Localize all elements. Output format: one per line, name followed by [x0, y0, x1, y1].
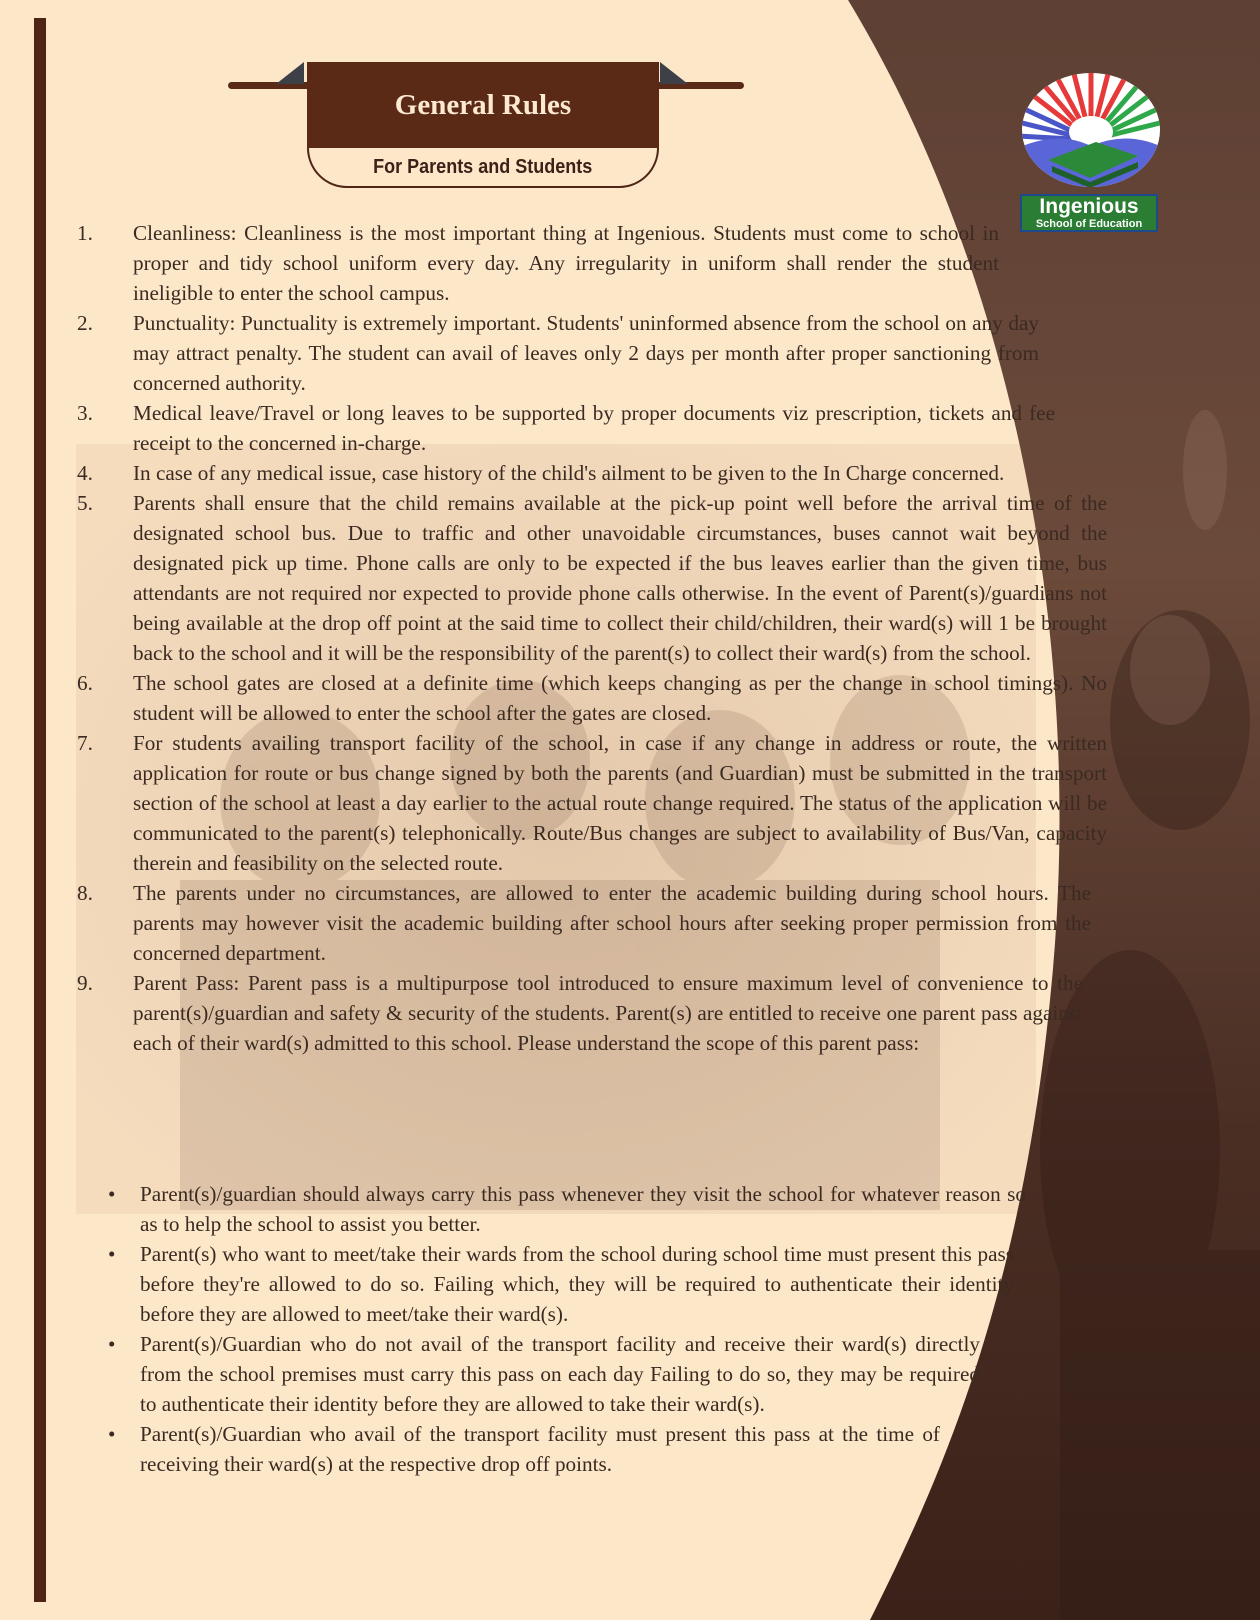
header-subtitle-box — [307, 148, 659, 188]
page-subtitle: For Parents and Students — [373, 155, 593, 178]
rule-item — [77, 218, 999, 308]
rule-number: 1. — [77, 221, 93, 245]
rule-text: Cleanliness: Cleanliness is the most important thing at Ingenious. Students must come to school in proper and tidy school uniform every day. Any irregularity in uniform shall render the student ineligible to enter the school campus. — [133, 221, 999, 305]
bullet-item — [108, 1329, 980, 1419]
rule-item — [77, 728, 1107, 878]
rule-text: Medical leave/Travel or long leaves to be supported by proper documents viz prescription, tickets and fee receipt to the concerned in-charge. — [133, 401, 1055, 455]
rule-number: 3. — [77, 401, 93, 425]
rule-number: 9. — [77, 971, 93, 995]
sunburst-book-icon — [1018, 70, 1164, 196]
bullet-text: Parent(s)/Guardian who avail of the transport facility must present this pass at the time of receiving their ward(s) at the respective drop off points. — [140, 1422, 940, 1476]
rule-text: Parents shall ensure that the child remains available at the pick-up point well before the arrival time of the designated school bus. Due to traffic and other unavoidable circumstances, buses cannot wait beyond the designated pick up time. Phone calls are only to be expected if the bus leaves earlier than the given time, bus attendants are not required nor expected to provide phone calls otherwise. In the event of Parent(s)/guardians not being available at the drop off point at the said time to collect their child/children, their ward(s) will 1 be brought back to the school and it will be the responsibility of the parent(s) to collect their ward(s) from the school. — [133, 491, 1107, 665]
bullet-dot: • — [108, 1182, 116, 1206]
rule-text: For students availing transport facility of the school, in case if any change in address or route, the written application for route or bus change signed by both the parents (and Guardian) must be submitted in the transport section of the school at least a day earlier to the actual route change required. The status of the application will be communicated to the parent(s) telephonically. Route/Bus changes are subject to availability of Bus/Van, capacity therein and feasibility on the selected route. — [133, 731, 1107, 875]
rule-item — [77, 878, 1091, 968]
rule-number: 6. — [77, 671, 93, 695]
bullet-dot: • — [108, 1422, 116, 1446]
header-tab-left — [276, 62, 304, 84]
rule-number: 4. — [77, 461, 93, 485]
bullet-text: Parent(s) who want to meet/take their wards from the school during school time must present this pass before they're allowed to do so. Failing which, they will be required to authenticate their identity before they are allowed to meet/take their ward(s). — [140, 1242, 1014, 1326]
rule-number: 8. — [77, 881, 93, 905]
rule-item — [77, 488, 1107, 668]
page-title: General Rules — [394, 88, 572, 121]
school-logo — [1018, 70, 1164, 236]
rule-number: 7. — [77, 731, 93, 755]
left-border-bar — [34, 18, 46, 1602]
rule-item — [77, 668, 1107, 728]
rule-number: 5. — [77, 491, 93, 515]
bullet-dot: • — [108, 1242, 116, 1266]
header-tab-right — [660, 62, 688, 84]
header-banner — [228, 60, 744, 190]
bullet-text: Parent(s)/guardian should always carry this pass whenever they visit the school for whatever reason so as to help the school to assist you better. — [140, 1182, 1026, 1236]
rule-text: Parent Pass: Parent pass is a multipurpose tool introduced to ensure maximum level of convenience to the parent(s)/guardian and safety & security of the students. Parent(s) are entitled to receive one parent pass against each of their ward(s) admitted to this school. Please understand the scope of this parent pass: — [133, 971, 1083, 1055]
bullet-dot: • — [108, 1332, 116, 1356]
logo-name: Ingenious — [1039, 195, 1139, 218]
logo-subname: School of Education — [1035, 218, 1143, 230]
rule-text: The parents under no circumstances, are allowed to enter the academic building during school hours. The parents may however visit the academic building after school hours after seeking proper permission from the concerned department. — [133, 881, 1091, 965]
rule-item — [77, 398, 1055, 458]
bullet-text: Parent(s)/Guardian who do not avail of the transport facility and receive their ward(s) directly from the school premises must carry this pass on each day Failing to do so, they may be required to authenticate their identity before they are allowed to take their ward(s). — [140, 1332, 980, 1416]
rule-item — [77, 968, 1083, 1058]
bullet-item — [108, 1179, 1026, 1239]
rule-item — [77, 458, 1065, 488]
rule-text: Punctuality: Punctuality is extremely important. Students' uninformed absence from the school on any day may attract penalty. The student can avail of leaves only 2 days per month after proper sanctioning from concerned authority. — [133, 311, 1039, 395]
rule-number: 2. — [77, 311, 93, 335]
rule-item — [77, 308, 1039, 398]
parent-pass-bullets — [108, 1179, 1026, 1479]
rule-text: The school gates are closed at a definite time (which keeps changing as per the change in school timings). No student will be allowed to enter the school after the gates are closed. — [133, 671, 1107, 725]
header-title-box — [307, 62, 659, 148]
bullet-item — [108, 1239, 1014, 1329]
bullet-item — [108, 1419, 940, 1479]
rule-text: In case of any medical issue, case history of the child's ailment to be given to the In Charge concerned. — [133, 461, 1005, 485]
